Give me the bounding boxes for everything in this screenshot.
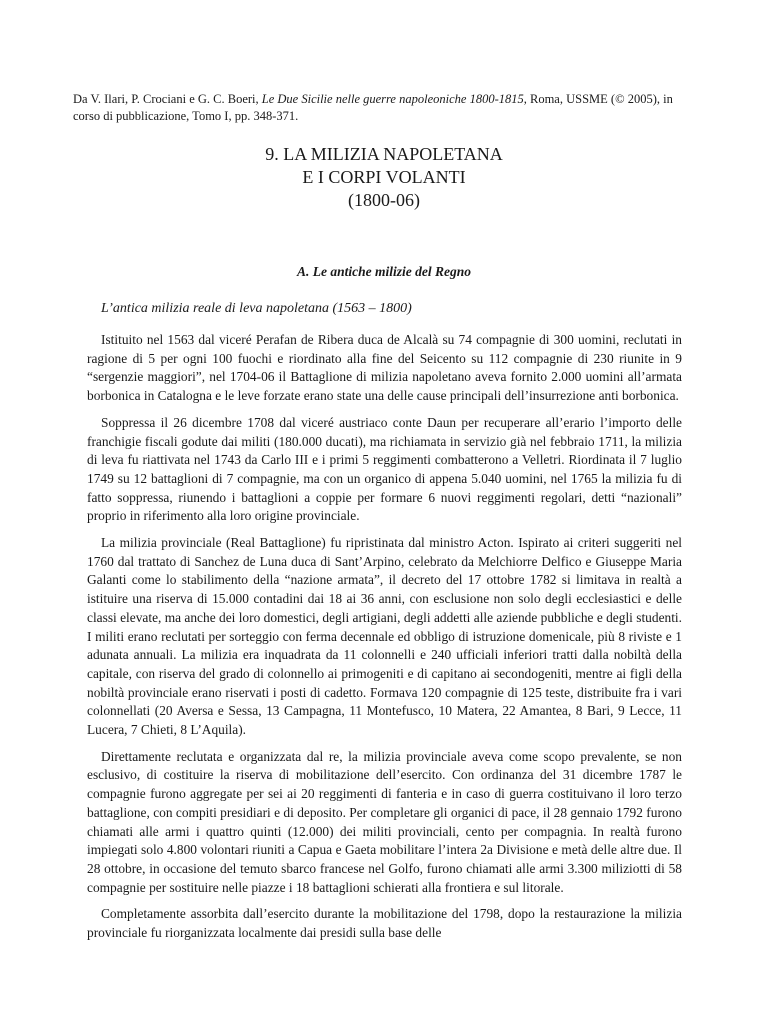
citation-book-title: Le Due Sicilie nelle guerre napoleoniche 1800-1815	[261, 92, 524, 106]
section-heading: A. Le antiche milizie del Regno	[297, 264, 471, 279]
paragraph-3: La milizia provinciale (Real Battaglione) fu ripristinata dal ministro Acton. Ispirato ai criteri suggeriti nel 1760 dal trattato di Sanchez de Luna duca di Sant’Arpino, celebrato da Melchiorre Delfico e Giuseppe Maria Galanti come lo stabilimento della “nazione armata”, il decreto del 17 ottobre 1782 si limitava in realtà a istituire una riserva di 15.000 contadini dai 18 ai 36 anni, con esclusione non solo degli ecclesiastici e delle classi elevate, ma anche dei loro domestici, degli artigiani, degli addetti alle aziende pubbliche e degli studenti. I militi erano reclutati per sorteggio con ferma decennale ed obbligo di istruzione domenicale, più 8 riviste e 1 adunata annuali. La milizia era inquadrata da 11 colonnelli e 240 ufficiali inferiori tratti dalla nobiltà della capitale, con riserva del grado di colonnello ai primogeniti e di capitano ai secondogeniti, mentre ai figli della nobiltà provinciale erano riservati i posti di cadetto. Formava 120 compagnie di 125 teste, distribuite fra i vari colonnellati (20 Aversa e Sessa, 13 Campagna, 11 Montefusco, 10 Matera, 22 Amantea, 8 Bari, 9 Lecce, 11 Lucera, 7 Chieti, 8 L’Aquila).	[87, 535, 682, 738]
chapter-title-line-2: E I CORPI VOLANTI	[302, 167, 466, 187]
paragraph-4: Direttamente reclutata e organizzata dal re, la milizia provinciale aveva come scopo prevalente, se non esclusivo, di costituire la riserva di mobilitazione dell’esercito. Con ordinanza del 31 dicembre 1787 le compagnie furono aggregate per sei ai 20 reggimenti di fanteria e in caso di guerra costituivano il loro terzo battaglione, con compiti presidiari e di deposito. Per completare gli organici di pace, il 28 gennaio 1792 furono chiamati alle armi i quattro quinti (12.000) dei militi provinciali, cento per compagnia. In realtà furono impiegati solo 4.800 volontari riuniti a Capua e Gaeta mobilitare l’intera 2a Divisione e metà delle altre due. Il 28 ottobre, in occasione del temuto sbarco francese nel Golfo, furono chiamati alle armi 3.300 miliziotti di 58 compagnie per sostituire nelle piazze i 18 battaglioni schierati alla frontiera e sul litorale.	[87, 748, 682, 895]
paragraph-2: Soppressa il 26 dicembre 1708 dal viceré austriaco conte Daun per recuperare all’erario l’importo delle franchigie fiscali godute dai militi (180.000 ducati), ma richiamata in servizio già nel febbraio 1711, la milizia di leva fu riattivata nel 1743 da Carlo III e i primi 5 reggimenti combatterono a Velletri. Riordinata il 7 luglio 1749 su 12 battaglioni di 7 compagnie, ma con un organico di appena 5.040 uomini, nel 1765 la milizia fu di fatto soppressa, riunendo i battaglioni a coppie per formare 6 nuovi reggimenti regolari, detti “nazionali” proprio in riferimento alla loro origine provinciale.	[87, 414, 682, 524]
source-citation	[73, 91, 693, 125]
citation-authors: Da V. Ilari, P. Crociani e G. C. Boeri,	[73, 92, 262, 106]
chapter-title-line-3: (1800-06)	[348, 190, 420, 210]
chapter-title-line-1: 9. LA MILIZIA NAPOLETANA	[265, 144, 503, 164]
paragraph-5: Completamente assorbita dall’esercito durante la mobilitazione del 1798, dopo la restaurazione la milizia provinciale fu riorganizzata localmente dai presidi sulla base delle	[87, 906, 682, 941]
paragraph-1: Istituito nel 1563 dal viceré Perafan de Ribera duca de Alcalà su 74 compagnie di 300 uomini, reclutati in ragione di 5 per ogni 100 fuochi e riordinato alla fine del Seicento su 112 compagnie di 230 riunite in 9 “sergenzie maggiori”, nel 1704-06 il Battaglione di milizia napoletano aveva fornito 2.000 uomini all’armata borbonica in Catalogna e le leve forzate erano state una delle cause principali dell’insurrezione anti borbonica.	[87, 332, 682, 404]
body-text	[87, 331, 682, 951]
chapter-title	[0, 143, 768, 212]
citation-details: , Roma, USSME (© 2005), in corso di pubblicazione, Tomo I, pp. 348-371.	[73, 92, 673, 123]
subsection-heading: L’antica milizia reale di leva napoletana (1563 – 1800)	[101, 301, 412, 316]
